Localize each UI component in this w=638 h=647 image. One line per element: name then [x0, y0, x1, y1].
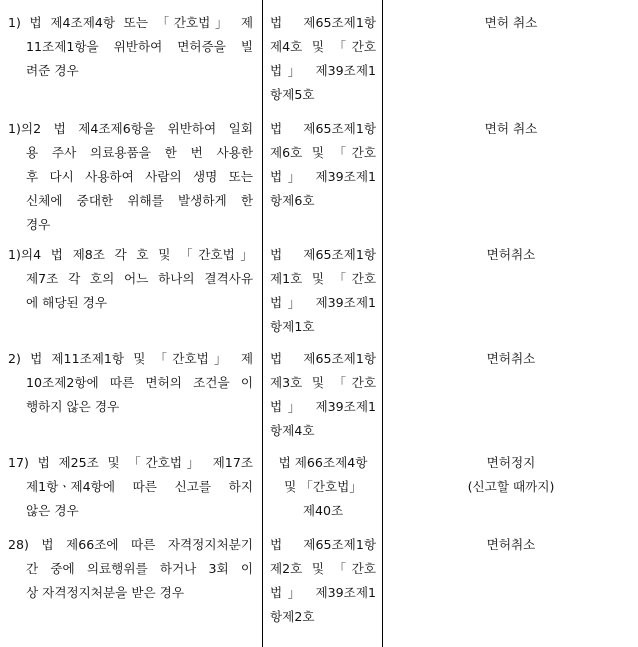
violation-cell: 1)의4 법 제8조 각 호 및 「간호법」 제7조 각 호의 어느 하나의 결격사유 에 해당된 경우 [8, 247, 253, 310]
violation-cell: 2) 법 제11조제1항 및 「간호법」 제 10조제2항에 따른 면허의 조건을 이 행하지 않은 경우 [8, 351, 253, 414]
violation-cell: 28) 법 제66조에 따른 자격정지처분기 간 중에 의료행위를 하거나 3회 이 상 자격정지처분을 받은 경우 [8, 537, 253, 600]
column-divider-1 [262, 0, 263, 647]
penalty-cell: 면허정지 (신고할 때까지) [467, 455, 555, 494]
penalty-cell: 면허취소 [486, 537, 536, 552]
violation-cell: 17) 법 제25조 및 「간호법」 제17조 제1항ㆍ제4항에 따른 신고를 하지 않은 경우 [8, 455, 253, 518]
law-reference-cell: 법 제66조제4항 및 「간호법」 제40조 [278, 455, 368, 518]
violation-cell: 1) 법 제4조제4항 또는 「간호법」 제 11조제1항을 위반하여 면허증을 빌 려준 경우 [8, 15, 253, 78]
law-reference-cell: 법 제65조제1항 제3호 및 「간호 법」 제39조제1 항제4호 [270, 351, 376, 438]
law-reference-cell: 법 제65조제1항 제6호 및 「간호 법」 제39조제1 항제6호 [270, 121, 376, 208]
law-reference-cell: 법 제65조제1항 제2호 및 「간호 법」 제39조제1 항제2호 [270, 537, 376, 624]
law-reference-cell: 법 제65조제1항 제1호 및 「간호 법」 제39조제1 항제1호 [270, 247, 376, 334]
penalty-cell: 면허 취소 [484, 121, 538, 136]
column-divider-2 [382, 0, 383, 647]
violation-cell: 1)의2 법 제4조제6항을 위반하여 일회 용 주사 의료용품을 한 번 사용한 후 다시 사용하여 사람의 생명 또는 신체에 중대한 위해를 발생하게 한 경우 [8, 121, 253, 232]
penalty-cell: 면허취소 [486, 247, 536, 262]
law-reference-cell: 법 제65조제1항 제4호 및 「간호 법」 제39조제1 항제5호 [270, 15, 376, 102]
penalty-cell: 면허취소 [486, 351, 536, 366]
penalty-cell: 면허 취소 [484, 15, 538, 30]
